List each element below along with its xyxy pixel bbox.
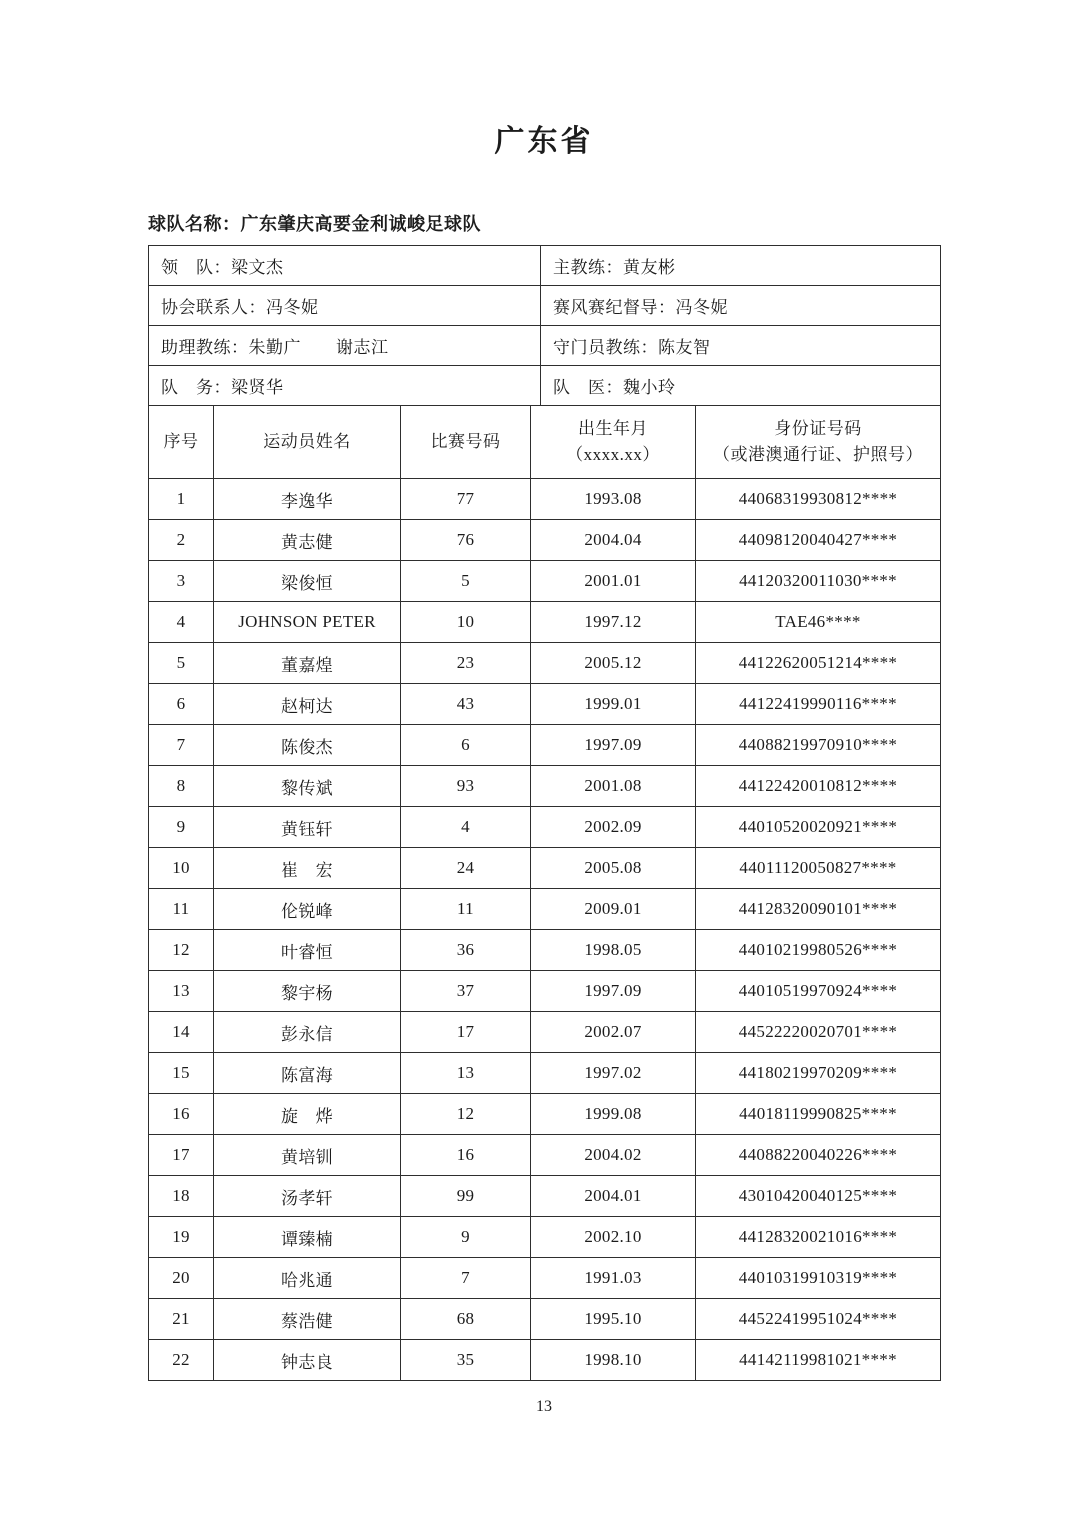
roster-row <box>149 479 941 520</box>
roster-cell-name: 蔡浩健 <box>214 1299 401 1340</box>
roster-cell-id: 44018119990825**** <box>696 1094 941 1135</box>
staff-row <box>149 286 941 326</box>
roster-row <box>149 1299 941 1340</box>
roster-cell-birth: 1999.08 <box>531 1094 696 1135</box>
staff-cell-head-coach: 主教练：黄友彬 <box>541 246 941 286</box>
roster-cell-name: 黄培钏 <box>214 1135 401 1176</box>
roster-cell-number: 93 <box>401 766 531 807</box>
roster-row <box>149 561 941 602</box>
roster-cell-birth: 1998.05 <box>531 930 696 971</box>
roster-cell-id: 44088219970910**** <box>696 725 941 766</box>
roster-cell-id: 44128320021016**** <box>696 1217 941 1258</box>
roster-cell-id: 44522419951024**** <box>696 1299 941 1340</box>
roster-cell-seq: 3 <box>149 561 214 602</box>
header-number: 比赛号码 <box>401 406 531 479</box>
roster-cell-id: 44122620051214**** <box>696 643 941 684</box>
roster-cell-name: 哈兆通 <box>214 1258 401 1299</box>
roster-row <box>149 807 941 848</box>
roster-cell-birth: 1995.10 <box>531 1299 696 1340</box>
roster-row <box>149 930 941 971</box>
roster-body <box>149 479 941 1381</box>
roster-cell-birth: 2001.01 <box>531 561 696 602</box>
roster-cell-name: 彭永信 <box>214 1012 401 1053</box>
roster-row <box>149 684 941 725</box>
roster-cell-name: 黄钰轩 <box>214 807 401 848</box>
roster-cell-id: 44142119981021**** <box>696 1340 941 1381</box>
roster-cell-number: 76 <box>401 520 531 561</box>
roster-cell-birth: 1999.01 <box>531 684 696 725</box>
roster-cell-id: 44010520020921**** <box>696 807 941 848</box>
roster-cell-number: 13 <box>401 1053 531 1094</box>
roster-cell-seq: 12 <box>149 930 214 971</box>
roster-cell-id: 44010219980526**** <box>696 930 941 971</box>
staff-row <box>149 366 941 406</box>
roster-cell-id: 44128320090101**** <box>696 889 941 930</box>
roster-row <box>149 1012 941 1053</box>
roster-cell-name: 崔 宏 <box>214 848 401 889</box>
roster-cell-number: 11 <box>401 889 531 930</box>
roster-row <box>149 1176 941 1217</box>
roster-cell-number: 68 <box>401 1299 531 1340</box>
roster-cell-id: 44522220020701**** <box>696 1012 941 1053</box>
roster-header-row <box>149 406 941 479</box>
roster-cell-birth: 2004.02 <box>531 1135 696 1176</box>
roster-cell-id: TAE46**** <box>696 602 941 643</box>
roster-row <box>149 1053 941 1094</box>
header-birth-line2: （xxxx.xx） <box>566 445 660 464</box>
header-name: 运动员姓名 <box>214 406 401 479</box>
roster-cell-name: 梁俊恒 <box>214 561 401 602</box>
roster-cell-number: 17 <box>401 1012 531 1053</box>
roster-cell-seq: 14 <box>149 1012 214 1053</box>
roster-cell-birth: 1997.12 <box>531 602 696 643</box>
page-title: 广东省 <box>494 125 594 158</box>
roster-cell-number: 36 <box>401 930 531 971</box>
roster-cell-name: 谭臻楠 <box>214 1217 401 1258</box>
roster-cell-seq: 13 <box>149 971 214 1012</box>
roster-cell-seq: 19 <box>149 1217 214 1258</box>
roster-cell-seq: 11 <box>149 889 214 930</box>
roster-row <box>149 848 941 889</box>
roster-cell-id: 44122420010812**** <box>696 766 941 807</box>
staff-cell-association-contact: 协会联系人：冯冬妮 <box>149 286 541 326</box>
roster-cell-name: 钟志良 <box>214 1340 401 1381</box>
roster-cell-name: 旋 烨 <box>214 1094 401 1135</box>
roster-cell-seq: 20 <box>149 1258 214 1299</box>
roster-cell-seq: 2 <box>149 520 214 561</box>
roster-row <box>149 725 941 766</box>
roster-cell-number: 43 <box>401 684 531 725</box>
roster-cell-number: 99 <box>401 1176 531 1217</box>
staff-cell-team-leader: 领 队：梁文杰 <box>149 246 541 286</box>
roster-cell-birth: 2009.01 <box>531 889 696 930</box>
staff-cell-goalkeeper-coach: 守门员教练：陈友智 <box>541 326 941 366</box>
roster-cell-name: 李逸华 <box>214 479 401 520</box>
roster-cell-seq: 17 <box>149 1135 214 1176</box>
roster-cell-id: 44098120040427**** <box>696 520 941 561</box>
roster-cell-seq: 22 <box>149 1340 214 1381</box>
roster-cell-name: 汤孝轩 <box>214 1176 401 1217</box>
roster-row <box>149 643 941 684</box>
roster-cell-id: 44010519970924**** <box>696 971 941 1012</box>
roster-cell-seq: 5 <box>149 643 214 684</box>
roster-cell-number: 16 <box>401 1135 531 1176</box>
roster-row <box>149 1340 941 1381</box>
roster-cell-id: 44068319930812**** <box>696 479 941 520</box>
staff-row <box>149 246 941 286</box>
roster-row <box>149 889 941 930</box>
roster-cell-number: 35 <box>401 1340 531 1381</box>
roster-cell-name: JOHNSON PETER <box>214 602 401 643</box>
header-id <box>696 406 941 479</box>
roster-cell-seq: 1 <box>149 479 214 520</box>
team-name-label: 球队名称： <box>148 214 241 234</box>
header-seq: 序号 <box>149 406 214 479</box>
roster-cell-birth: 2005.12 <box>531 643 696 684</box>
header-birth <box>531 406 696 479</box>
staff-row <box>149 326 941 366</box>
roster-cell-number: 9 <box>401 1217 531 1258</box>
roster-cell-name: 赵柯达 <box>214 684 401 725</box>
roster-cell-birth: 2004.04 <box>531 520 696 561</box>
roster-header <box>149 406 941 479</box>
roster-cell-birth: 1998.10 <box>531 1340 696 1381</box>
staff-cell-discipline-supervisor: 赛风赛纪督导：冯冬妮 <box>541 286 941 326</box>
roster-cell-id: 44010319910319**** <box>696 1258 941 1299</box>
page-number: 13 <box>536 1398 552 1415</box>
roster-cell-number: 4 <box>401 807 531 848</box>
roster-cell-id: 43010420040125**** <box>696 1176 941 1217</box>
roster-cell-birth: 2002.10 <box>531 1217 696 1258</box>
staff-cell-team-manager: 队 务：梁贤华 <box>149 366 541 406</box>
roster-cell-seq: 18 <box>149 1176 214 1217</box>
roster-row <box>149 602 941 643</box>
roster-cell-seq: 8 <box>149 766 214 807</box>
roster-cell-birth: 2002.07 <box>531 1012 696 1053</box>
roster-row <box>149 971 941 1012</box>
roster-cell-id: 44011120050827**** <box>696 848 941 889</box>
roster-cell-seq: 16 <box>149 1094 214 1135</box>
roster-cell-birth: 2004.01 <box>531 1176 696 1217</box>
roster-cell-id: 44122419990116**** <box>696 684 941 725</box>
roster-cell-name: 叶睿恒 <box>214 930 401 971</box>
roster-cell-number: 12 <box>401 1094 531 1135</box>
roster-cell-id: 44180219970209**** <box>696 1053 941 1094</box>
roster-cell-number: 6 <box>401 725 531 766</box>
roster-row <box>149 520 941 561</box>
roster-cell-seq: 21 <box>149 1299 214 1340</box>
roster-cell-birth: 2002.09 <box>531 807 696 848</box>
staff-cell-team-doctor: 队 医：魏小玲 <box>541 366 941 406</box>
roster-cell-number: 77 <box>401 479 531 520</box>
roster-cell-id: 44088220040226**** <box>696 1135 941 1176</box>
roster-cell-birth: 1997.02 <box>531 1053 696 1094</box>
roster-row <box>149 1135 941 1176</box>
roster-row <box>149 766 941 807</box>
roster-cell-number: 24 <box>401 848 531 889</box>
roster-cell-number: 37 <box>401 971 531 1012</box>
staff-cell-assistant-coaches: 助理教练：朱勤广 谢志江 <box>149 326 541 366</box>
team-name-line <box>148 210 940 236</box>
staff-table <box>148 245 941 406</box>
roster-cell-id: 44120320011030**** <box>696 561 941 602</box>
roster-row <box>149 1217 941 1258</box>
roster-table <box>148 405 941 1381</box>
roster-cell-birth: 1993.08 <box>531 479 696 520</box>
roster-cell-name: 董嘉煌 <box>214 643 401 684</box>
roster-cell-birth: 2005.08 <box>531 848 696 889</box>
roster-cell-number: 23 <box>401 643 531 684</box>
roster-cell-number: 7 <box>401 1258 531 1299</box>
roster-cell-name: 黎传斌 <box>214 766 401 807</box>
roster-cell-name: 黎宇杨 <box>214 971 401 1012</box>
roster-row <box>149 1258 941 1299</box>
header-id-line1: 身份证号码 <box>774 418 862 438</box>
roster-cell-number: 10 <box>401 602 531 643</box>
roster-cell-birth: 1991.03 <box>531 1258 696 1299</box>
roster-cell-name: 黄志健 <box>214 520 401 561</box>
header-birth-line1: 出生年月 <box>578 418 648 438</box>
header-id-line2: （或港澳通行证、护照号） <box>713 445 923 464</box>
roster-cell-seq: 7 <box>149 725 214 766</box>
roster-cell-seq: 9 <box>149 807 214 848</box>
roster-cell-birth: 1997.09 <box>531 725 696 766</box>
roster-row <box>149 1094 941 1135</box>
roster-cell-name: 陈俊杰 <box>214 725 401 766</box>
roster-cell-name: 伦锐峰 <box>214 889 401 930</box>
roster-cell-birth: 2001.08 <box>531 766 696 807</box>
roster-cell-seq: 6 <box>149 684 214 725</box>
roster-cell-number: 5 <box>401 561 531 602</box>
roster-cell-birth: 1997.09 <box>531 971 696 1012</box>
team-name-value: 广东肇庆高要金利诚峻足球队 <box>240 214 481 234</box>
roster-cell-seq: 10 <box>149 848 214 889</box>
roster-cell-seq: 4 <box>149 602 214 643</box>
roster-cell-name: 陈富海 <box>214 1053 401 1094</box>
roster-cell-seq: 15 <box>149 1053 214 1094</box>
